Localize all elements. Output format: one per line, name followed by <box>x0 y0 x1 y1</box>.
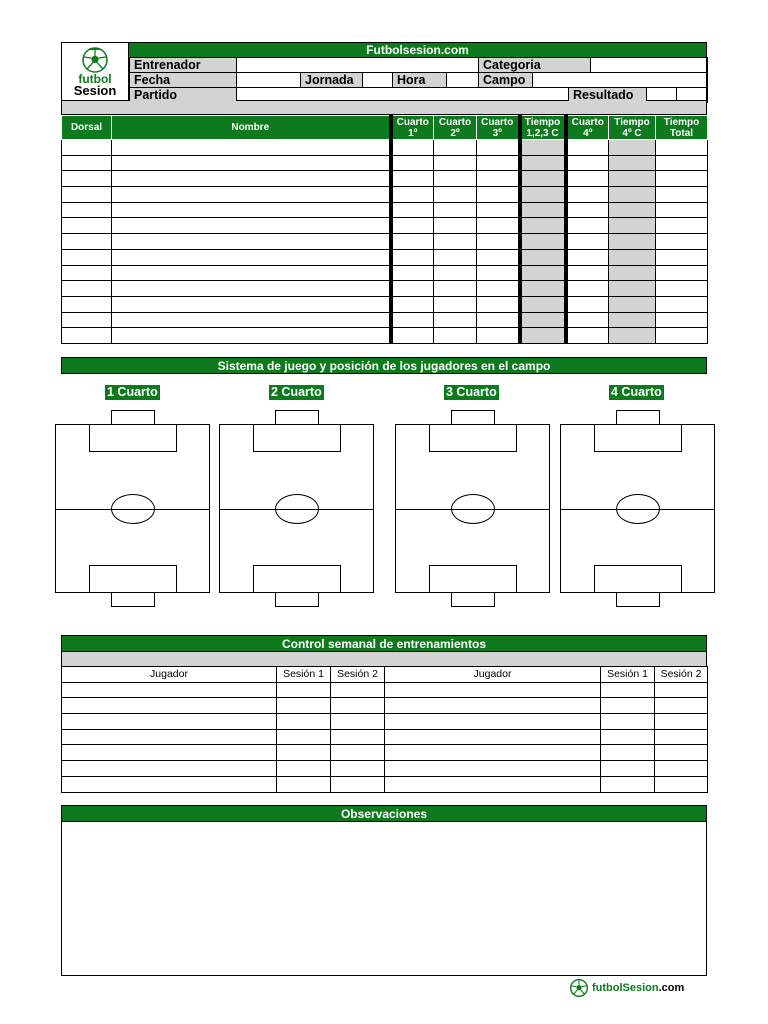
field-line-goalt <box>616 410 660 425</box>
players-col-header-line: Tiempo <box>524 116 561 128</box>
field-line-boxt <box>429 424 517 452</box>
player-cell[interactable] <box>656 265 708 281</box>
players-col-header <box>62 116 112 140</box>
soccer-field-diagram[interactable] <box>395 424 550 593</box>
training-col-header: Jugador <box>62 667 277 683</box>
player-cell[interactable] <box>477 171 520 187</box>
player-cell[interactable] <box>112 155 391 171</box>
player-cell[interactable] <box>112 187 391 203</box>
player-cell[interactable] <box>566 187 609 203</box>
player-cell[interactable] <box>112 312 391 328</box>
training-cell[interactable] <box>277 682 331 698</box>
player-cell[interactable] <box>391 155 434 171</box>
training-cell[interactable] <box>655 776 708 792</box>
players-col-header-line: 1,2,3 C <box>526 127 559 139</box>
players-col-header-line: Cuarto <box>396 116 429 128</box>
header-block <box>61 42 707 101</box>
player-cell[interactable] <box>62 171 112 187</box>
players-col-header <box>434 116 477 140</box>
training-col-header: Sesión 1 <box>601 667 655 683</box>
players-col-header-line: Total <box>669 127 694 139</box>
soccer-field-diagram[interactable] <box>55 424 210 593</box>
player-cell[interactable] <box>62 202 112 218</box>
training-cell[interactable] <box>277 761 331 777</box>
soccer-field-diagram[interactable] <box>560 424 715 593</box>
training-cell[interactable] <box>601 745 655 761</box>
training-table <box>61 666 708 793</box>
player-cell[interactable] <box>62 234 112 250</box>
player-cell[interactable] <box>609 218 656 234</box>
player-cell[interactable] <box>566 202 609 218</box>
training-cell[interactable] <box>277 729 331 745</box>
training-cell[interactable] <box>331 698 385 714</box>
player-row <box>62 265 708 281</box>
training-cell[interactable] <box>62 745 277 761</box>
training-row <box>62 761 708 777</box>
player-cell[interactable] <box>434 218 477 234</box>
training-col-header: Sesión 2 <box>331 667 385 683</box>
training-cell[interactable] <box>385 729 601 745</box>
player-cell[interactable] <box>609 296 656 312</box>
player-cell[interactable] <box>434 296 477 312</box>
player-cell[interactable] <box>477 265 520 281</box>
player-cell[interactable] <box>391 249 434 265</box>
field-line-goalt <box>111 410 155 425</box>
player-cell[interactable] <box>656 328 708 344</box>
training-cell[interactable] <box>277 698 331 714</box>
training-col-header: Sesión 1 <box>277 667 331 683</box>
field-line-goalb <box>275 592 319 607</box>
training-cell[interactable] <box>331 776 385 792</box>
matchday-label: Jornada <box>301 73 363 88</box>
soccer-ball-icon <box>82 47 108 73</box>
player-cell[interactable] <box>477 218 520 234</box>
player-row <box>62 202 708 218</box>
player-cell[interactable] <box>477 249 520 265</box>
player-cell[interactable] <box>609 281 656 297</box>
player-cell[interactable] <box>520 187 566 203</box>
player-row <box>62 234 708 250</box>
player-cell[interactable] <box>520 234 566 250</box>
training-cell[interactable] <box>331 761 385 777</box>
player-cell[interactable] <box>62 296 112 312</box>
player-cell[interactable] <box>656 218 708 234</box>
training-cell[interactable] <box>62 698 277 714</box>
training-cell[interactable] <box>601 776 655 792</box>
player-cell[interactable] <box>112 328 391 344</box>
players-col-header <box>520 116 566 140</box>
training-cell[interactable] <box>331 682 385 698</box>
player-cell[interactable] <box>566 328 609 344</box>
player-cell[interactable] <box>477 187 520 203</box>
player-cell[interactable] <box>520 249 566 265</box>
training-col-header: Jugador <box>385 667 601 683</box>
player-row <box>62 218 708 234</box>
footer-brand-prefix: futbol <box>592 982 623 994</box>
player-cell[interactable] <box>656 312 708 328</box>
player-cell[interactable] <box>391 234 434 250</box>
player-cell[interactable] <box>656 281 708 297</box>
player-cell[interactable] <box>520 312 566 328</box>
training-cell[interactable] <box>655 745 708 761</box>
player-cell[interactable] <box>112 281 391 297</box>
players-col-header-line: Cuarto <box>438 116 472 128</box>
player-cell[interactable] <box>656 187 708 203</box>
training-cell[interactable] <box>601 714 655 730</box>
field-line-boxt <box>253 424 341 452</box>
player-cell[interactable] <box>566 218 609 234</box>
player-cell[interactable] <box>520 296 566 312</box>
training-cell[interactable] <box>385 745 601 761</box>
players-col-header-line: Cuarto <box>481 116 514 128</box>
player-cell[interactable] <box>477 155 520 171</box>
player-cell[interactable] <box>609 187 656 203</box>
player-cell[interactable] <box>609 265 656 281</box>
training-cell[interactable] <box>601 682 655 698</box>
time-label: Hora <box>393 73 447 88</box>
players-col-header-line: Tiempo <box>614 116 650 128</box>
players-col-header-line: Nombre <box>231 122 270 133</box>
player-cell[interactable] <box>62 249 112 265</box>
players-col-header-line: 2º <box>450 127 460 139</box>
result-label: Resultado <box>569 88 647 103</box>
training-cell[interactable] <box>331 745 385 761</box>
category-label: Categoria <box>479 58 591 73</box>
player-cell[interactable] <box>112 296 391 312</box>
system-section-title: Sistema de juego y posición de los jugadores en el campo <box>61 357 707 374</box>
player-row <box>62 281 708 297</box>
logo <box>62 43 129 100</box>
match-info-table <box>129 57 708 103</box>
training-cell[interactable] <box>655 729 708 745</box>
player-cell[interactable] <box>391 218 434 234</box>
player-cell[interactable] <box>434 140 477 156</box>
footer-brand-suffix: .com <box>658 982 685 994</box>
players-col-header <box>656 116 708 140</box>
training-separator-bar <box>61 652 707 667</box>
field-line-boxb <box>89 565 177 593</box>
player-cell[interactable] <box>656 202 708 218</box>
training-row <box>62 729 708 745</box>
training-cell[interactable] <box>655 698 708 714</box>
player-cell[interactable] <box>434 312 477 328</box>
training-cell[interactable] <box>385 761 601 777</box>
player-cell[interactable] <box>566 140 609 156</box>
player-cell[interactable] <box>477 328 520 344</box>
player-cell[interactable] <box>391 140 434 156</box>
player-row <box>62 187 708 203</box>
training-cell[interactable] <box>655 682 708 698</box>
player-cell[interactable] <box>391 265 434 281</box>
training-cell[interactable] <box>277 776 331 792</box>
player-cell[interactable] <box>520 218 566 234</box>
quarter-label: 1 Cuarto <box>107 385 158 399</box>
player-cell[interactable] <box>62 265 112 281</box>
player-row <box>62 328 708 344</box>
player-cell[interactable] <box>434 202 477 218</box>
training-cell[interactable] <box>385 714 601 730</box>
training-cell[interactable] <box>62 729 277 745</box>
player-cell[interactable] <box>656 155 708 171</box>
training-cell[interactable] <box>385 776 601 792</box>
training-col-header: Sesión 2 <box>655 667 708 683</box>
player-cell[interactable] <box>112 265 391 281</box>
player-cell[interactable] <box>112 171 391 187</box>
training-row <box>62 682 708 698</box>
training-cell[interactable] <box>62 714 277 730</box>
training-cell[interactable] <box>62 761 277 777</box>
player-cell[interactable] <box>566 155 609 171</box>
training-cell[interactable] <box>601 761 655 777</box>
player-cell[interactable] <box>520 202 566 218</box>
players-col-header <box>566 116 609 140</box>
player-cell[interactable] <box>566 265 609 281</box>
player-cell[interactable] <box>656 296 708 312</box>
training-cell[interactable] <box>385 682 601 698</box>
training-cell[interactable] <box>655 761 708 777</box>
training-cell[interactable] <box>277 745 331 761</box>
training-row <box>62 714 708 730</box>
player-row <box>62 312 708 328</box>
quarter-label: 2 Cuarto <box>271 385 322 399</box>
player-cell[interactable] <box>609 171 656 187</box>
player-cell[interactable] <box>520 171 566 187</box>
player-cell[interactable] <box>477 296 520 312</box>
training-cell[interactable] <box>655 714 708 730</box>
training-cell[interactable] <box>601 729 655 745</box>
field-line-goalb <box>111 592 155 607</box>
field-line-goalb <box>616 592 660 607</box>
soccer-ball-icon <box>570 979 588 997</box>
players-col-header-line: Tiempo <box>663 116 700 128</box>
player-row <box>62 296 708 312</box>
date-field[interactable] <box>237 73 301 88</box>
training-cell[interactable] <box>385 698 601 714</box>
player-cell[interactable] <box>62 328 112 344</box>
field-line-boxt <box>594 424 682 452</box>
training-section-title: Control semanal de entrenamientos <box>61 635 707 652</box>
player-cell[interactable] <box>477 202 520 218</box>
field-line-goalt <box>275 410 319 425</box>
player-cell[interactable] <box>434 234 477 250</box>
player-cell[interactable] <box>566 296 609 312</box>
field-line-boxt <box>89 424 177 452</box>
field-line-goalb <box>451 592 495 607</box>
players-col-header-line: Dorsal <box>70 122 103 133</box>
field-line-goalt <box>451 410 495 425</box>
footer-brand-bold: Sesion <box>622 982 659 994</box>
player-cell[interactable] <box>609 312 656 328</box>
player-cell[interactable] <box>609 249 656 265</box>
player-cell[interactable] <box>62 155 112 171</box>
players-col-header-line: 1º <box>408 127 418 139</box>
player-cell[interactable] <box>434 249 477 265</box>
player-cell[interactable] <box>112 202 391 218</box>
player-cell[interactable] <box>434 328 477 344</box>
time-field[interactable] <box>447 73 479 88</box>
player-row <box>62 171 708 187</box>
player-cell[interactable] <box>434 155 477 171</box>
player-cell[interactable] <box>391 202 434 218</box>
player-cell[interactable] <box>566 249 609 265</box>
quarter-label: 4 Cuarto <box>611 385 662 399</box>
training-row <box>62 776 708 792</box>
player-cell[interactable] <box>62 140 112 156</box>
site-title: Futbolsesion.com <box>129 43 706 57</box>
player-cell[interactable] <box>477 281 520 297</box>
training-row <box>62 698 708 714</box>
field-line-circ <box>451 494 495 524</box>
separator-bar <box>61 101 707 115</box>
player-cell[interactable] <box>566 234 609 250</box>
coach-label: Entrenador <box>130 58 237 73</box>
coach-field[interactable] <box>237 58 479 73</box>
players-col-header-line: 4º C <box>622 127 642 139</box>
training-row <box>62 745 708 761</box>
training-cell[interactable] <box>331 729 385 745</box>
players-col-header <box>609 116 656 140</box>
player-cell[interactable] <box>62 312 112 328</box>
player-cell[interactable] <box>62 187 112 203</box>
observations-title: Observaciones <box>61 805 707 822</box>
player-cell[interactable] <box>520 140 566 156</box>
player-cell[interactable] <box>609 234 656 250</box>
players-col-header <box>477 116 520 140</box>
player-cell[interactable] <box>656 234 708 250</box>
player-cell[interactable] <box>656 171 708 187</box>
player-cell[interactable] <box>112 249 391 265</box>
player-cell[interactable] <box>609 140 656 156</box>
player-cell[interactable] <box>609 328 656 344</box>
player-cell[interactable] <box>656 140 708 156</box>
field-label: Campo <box>479 73 533 88</box>
players-col-header-line: 3º <box>492 127 502 139</box>
player-cell[interactable] <box>62 218 112 234</box>
soccer-field-diagram[interactable] <box>219 424 374 593</box>
matchday-field[interactable] <box>363 73 393 88</box>
training-cell[interactable] <box>601 698 655 714</box>
player-cell[interactable] <box>434 187 477 203</box>
player-cell[interactable] <box>112 234 391 250</box>
player-cell[interactable] <box>434 265 477 281</box>
field-line-circ <box>275 494 319 524</box>
player-cell[interactable] <box>477 234 520 250</box>
field-line-circ <box>111 494 155 524</box>
training-cell[interactable] <box>62 682 277 698</box>
field-line-boxb <box>253 565 341 593</box>
player-cell[interactable] <box>391 328 434 344</box>
player-cell[interactable] <box>609 202 656 218</box>
footer-brand[interactable] <box>570 979 710 999</box>
player-cell[interactable] <box>434 171 477 187</box>
players-col-header <box>112 116 391 140</box>
player-cell[interactable] <box>566 171 609 187</box>
logo-text-line1: futbol <box>78 72 112 86</box>
category-field[interactable] <box>591 58 708 73</box>
player-cell[interactable] <box>112 218 391 234</box>
training-cell[interactable] <box>331 714 385 730</box>
player-row <box>62 155 708 171</box>
players-col-header-line: 4º <box>583 127 593 139</box>
player-cell[interactable] <box>391 171 434 187</box>
player-row <box>62 249 708 265</box>
player-cell[interactable] <box>391 312 434 328</box>
player-cell[interactable] <box>609 155 656 171</box>
player-cell[interactable] <box>520 155 566 171</box>
player-cell[interactable] <box>434 281 477 297</box>
field-line-boxb <box>429 565 517 593</box>
player-cell[interactable] <box>566 281 609 297</box>
player-cell[interactable] <box>656 249 708 265</box>
field-field[interactable] <box>533 73 708 88</box>
match-label: Partido <box>130 88 237 103</box>
date-label: Fecha <box>130 73 237 88</box>
players-col-header <box>391 116 434 140</box>
field-line-circ <box>616 494 660 524</box>
player-cell[interactable] <box>391 296 434 312</box>
observations-area[interactable] <box>61 821 707 976</box>
players-col-header-line: Cuarto <box>571 116 604 128</box>
logo-text-line2: Sesion <box>73 83 117 98</box>
player-cell[interactable] <box>520 265 566 281</box>
training-cell[interactable] <box>277 714 331 730</box>
player-row <box>62 140 708 156</box>
player-cell[interactable] <box>477 312 520 328</box>
field-line-boxb <box>594 565 682 593</box>
player-cell[interactable] <box>520 281 566 297</box>
player-cell[interactable] <box>112 140 391 156</box>
player-cell[interactable] <box>566 312 609 328</box>
players-table <box>61 115 708 344</box>
player-cell[interactable] <box>391 187 434 203</box>
player-cell[interactable] <box>391 281 434 297</box>
training-cell[interactable] <box>62 776 277 792</box>
player-cell[interactable] <box>62 281 112 297</box>
player-cell[interactable] <box>520 328 566 344</box>
player-cell[interactable] <box>477 140 520 156</box>
quarter-label: 3 Cuarto <box>446 385 497 399</box>
